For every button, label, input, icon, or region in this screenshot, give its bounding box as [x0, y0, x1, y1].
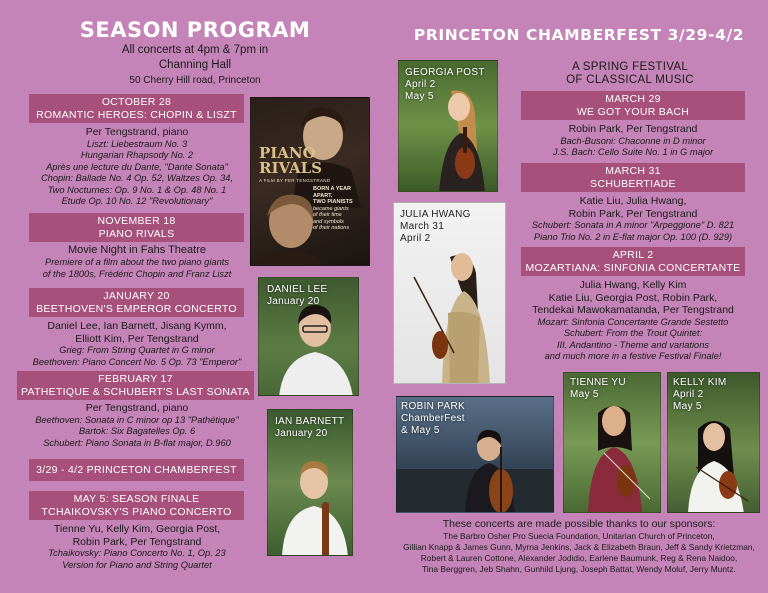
- chamberfest-dates: 3/29 - 4/2 PRINCETON CHAMBERFEST: [36, 464, 237, 476]
- february-program-line: Beethoven: Sonata in C minor op 13 "Pathétique": [35, 414, 239, 425]
- daniel-lee-photo: [258, 277, 359, 396]
- january-performers: Elliott Kim, Per Tengstrand: [75, 332, 199, 345]
- performer-name: JULIA HWANG: [400, 209, 471, 220]
- october-concert-title: ROMANTIC HEROES: CHOPIN & LISZT: [36, 108, 237, 121]
- performer-name: DANIEL LEE: [267, 284, 328, 295]
- georgia-post-photo: [398, 60, 498, 192]
- venue-line-2: Channing Hall: [158, 59, 232, 71]
- october-program-line: Chopin: Ballade No. 4 Op. 52, Waltzes Op. 34,: [40, 173, 234, 183]
- april-2-details: [508, 279, 758, 363]
- venue-address: 50 Cherry Hill road, Princeton: [129, 75, 261, 86]
- may-performers: Tienne Yu, Kelly Kim, Georgia Post,: [53, 523, 221, 535]
- november-description: Premiere of a film about the two piano giants: [45, 257, 229, 267]
- january-concert-title: BEETHOVEN'S EMPEROR CONCERTO: [36, 302, 237, 315]
- october-date: OCTOBER 28: [101, 96, 172, 108]
- daniel-lee-caption: [267, 284, 327, 308]
- october-band: [29, 94, 244, 123]
- april-2-performers: Julia Hwang, Kelly Kim: [579, 279, 687, 291]
- sponsors-line: Robert & Lauren Cottone, Alexander Jodidio, Earlene Baumunk, Reg & Rena Naidoo,: [420, 553, 738, 563]
- october-program-line: Two Nocturnes: Op. 9 No. 1 & Op. 48 No. 1: [47, 184, 227, 195]
- january-band: [29, 288, 244, 317]
- april-2-date: APRIL 2: [612, 249, 654, 261]
- february-concert-title: PATHETIQUE & SCHUBERT'S LAST SONATA: [21, 385, 250, 398]
- october-performer: Per Tengstrand, piano: [85, 126, 189, 138]
- chamberfest-title: PRINCETON CHAMBERFEST 3/29-4/2: [413, 26, 745, 44]
- november-band: [29, 213, 244, 242]
- april-2-concert-title: MOZARTIANA: SINFONIA CONCERTANTE: [525, 261, 741, 274]
- march-29-details: [508, 123, 758, 159]
- march-31-concert-title: SCHUBERTIADE: [590, 177, 676, 190]
- january-program-line: Grieg: From String Quartet in G minor: [59, 345, 215, 355]
- april-2-performers: Tendekai Mawokamatanda, Per Tengstrand: [532, 304, 734, 316]
- may-date: MAY 5: SEASON FINALE: [73, 493, 200, 505]
- julia-hwang-photo: [393, 202, 506, 384]
- november-date: NOVEMBER 18: [97, 215, 176, 227]
- ian-barnett-caption: [275, 416, 344, 440]
- poster-tagline-line: TWO PIANISTS: [313, 199, 353, 205]
- march-29-date: MARCH 29: [605, 93, 661, 105]
- season-program-title: SEASON PROGRAM: [79, 18, 311, 42]
- robin-park-photo: [396, 396, 554, 513]
- chamberfest-band: [29, 459, 244, 481]
- georgia-post-caption: [405, 67, 485, 103]
- november-event: Movie Night in Fahs Theatre: [68, 244, 206, 256]
- poster-title: [259, 146, 322, 176]
- october-program-line: Hungarian Rhapsody No. 2: [80, 150, 194, 160]
- october-program-line: Etude Op. 10 No. 12 "Revolutionary": [61, 196, 213, 206]
- festival-subtitle: OF CLASSICAL MUSIC: [566, 74, 694, 86]
- sponsors-line: The Barbro Osher Pro Suecia Foundation, Unitarian Church of Princeton,: [443, 531, 715, 541]
- performer-date: April 2: [673, 389, 704, 400]
- sponsors-section: [396, 518, 762, 575]
- performer-date: May 5: [405, 91, 434, 102]
- october-details: [12, 126, 262, 208]
- january-date: JANUARY 20: [103, 290, 170, 302]
- march-31-details: [508, 195, 758, 243]
- tienne-yu-photo: [563, 372, 661, 513]
- october-program-line: Liszt: Liebestraum No. 3: [86, 138, 188, 149]
- january-program-line: Beethoven: Piano Concert No. 5 Op. 73 "Emperor": [32, 356, 242, 367]
- performer-date: May 5: [673, 401, 702, 412]
- poster-tagline-line: became giants: [313, 205, 349, 212]
- march-31-performers: Robin Park, Per Tengstrand: [568, 207, 698, 220]
- march-29-band: [521, 91, 745, 120]
- sponsors-line: Gillian Knapp & James Gunn, Myrna Jenkins, Jack & Elizabeth Braun, Jeff & Sandy Krietzman,: [403, 542, 755, 552]
- may-details: [12, 523, 262, 571]
- julia-hwang-caption: [400, 209, 471, 245]
- poster-tagline-line: and symbols: [313, 218, 344, 225]
- january-details: [12, 320, 262, 368]
- november-details: [12, 244, 262, 280]
- kelly-kim-photo: [667, 372, 760, 513]
- march-31-band: [521, 163, 745, 192]
- poster-tagline-line: of their nations: [313, 225, 350, 231]
- april-2-performers: Katie Liu, Georgia Post, Robin Park,: [548, 291, 718, 304]
- poster-byline: A FILM BY PER TENGSTRAND: [259, 178, 331, 183]
- march-31-program-line: Schubert: Sonata in A minor "Arpeggione" D. 821: [531, 220, 735, 230]
- april-2-program-line: and much more in a festive Festival Finale!: [544, 351, 722, 361]
- february-program-line: Schubert: Piano Sonata in B-flat major, D.960: [43, 437, 231, 448]
- november-description: of the 1800s, Frédéric Chopin and Franz Liszt: [42, 268, 232, 279]
- performer-name: GEORGIA POST: [405, 67, 485, 78]
- april-2-program-line: III. Andantino - Theme and variations: [556, 339, 710, 350]
- february-band: [17, 371, 254, 400]
- may-concert-title: TCHAIKOVSKY'S PIANO CONCERTO: [41, 505, 232, 518]
- performer-name: TIENNE YU: [570, 377, 626, 388]
- poster-tagline-line: of their time: [313, 212, 342, 218]
- april-2-program-line: Schubert: From the Trout Quintet:: [563, 328, 703, 338]
- sponsors-line: Tina Berggren, Jeb Shahn, Gunhild Ljung, Joseph Battat, Wendy Moluf, Jerry Muntz.: [422, 564, 736, 574]
- march-31-program-line: Piano Trio No. 2 in E-flat major Op. 100 (D. 929): [533, 231, 733, 242]
- piano-rivals-poster: [250, 97, 370, 266]
- february-performer: Per Tengstrand, piano: [85, 402, 189, 414]
- poster-title-line: PIANO: [259, 144, 316, 162]
- kelly-kim-caption: [673, 377, 726, 413]
- performer-date: March 31: [400, 221, 445, 232]
- sponsors-heading: These concerts are made possible thanks to our sponsors:: [442, 518, 716, 530]
- performer-name: KELLY KIM: [673, 377, 727, 388]
- performer-name: IAN BARNETT: [275, 416, 345, 427]
- february-program-line: Bartok: Six Bagatelles Op. 6: [78, 426, 196, 436]
- performer-date: April 2: [400, 233, 431, 244]
- ian-barnett-photo: [267, 409, 353, 556]
- tienne-yu-caption: [570, 377, 626, 401]
- poster-tagline: [313, 186, 369, 232]
- performer-date: January 20: [275, 428, 328, 439]
- robin-park-caption: [401, 401, 465, 437]
- may-performers: Robin Park, Per Tengstrand: [72, 535, 202, 548]
- performer-date: May 5: [570, 389, 599, 400]
- may-program-line: Version for Piano and String Quartet: [62, 559, 212, 570]
- poster-tagline-line: BORN A YEAR APART,: [313, 186, 351, 199]
- april-2-program-line: Mozart: Sinfonia Concertante Grande Sestetto: [537, 316, 729, 327]
- february-details: [12, 402, 262, 449]
- march-29-program-line: Bach-Busoni: Chaconne in D minor: [560, 135, 706, 146]
- october-program-line: Après une lecture du Dante, "Dante Sonata": [46, 161, 228, 172]
- may-band: [29, 491, 244, 520]
- february-date: FEBRUARY 17: [98, 373, 173, 385]
- march-29-concert-title: WE GOT YOUR BACH: [576, 105, 690, 118]
- performer-date: ChamberFest: [401, 413, 465, 424]
- march-29-program-line: J.S. Bach: Cello Suite No. 1 in G major: [552, 147, 714, 157]
- performer-date: April 2: [405, 79, 436, 90]
- april-2-band: [521, 247, 745, 276]
- march-31-date: MARCH 31: [605, 165, 661, 177]
- performer-date: January 20: [267, 296, 320, 307]
- march-29-performers: Robin Park, Per Tengstrand: [568, 123, 698, 135]
- venue-line-1: All concerts at 4pm & 7pm in: [121, 44, 269, 56]
- performer-name: ROBIN PARK: [401, 401, 465, 412]
- january-performers: Daniel Lee, Ian Barnett, Jisang Kymm,: [47, 320, 227, 332]
- november-concert-title: PIANO RIVALS: [98, 227, 175, 240]
- may-program-line: Tchaikovsky: Piano Concerto No. 1, Op. 23: [48, 548, 226, 558]
- festival-subtitle: A SPRING FESTIVAL: [571, 61, 689, 73]
- march-31-performers: Katie Liu, Julia Hwang,: [579, 195, 687, 207]
- poster-title-line: RIVALS: [259, 159, 322, 177]
- performer-date: & May 5: [401, 425, 440, 436]
